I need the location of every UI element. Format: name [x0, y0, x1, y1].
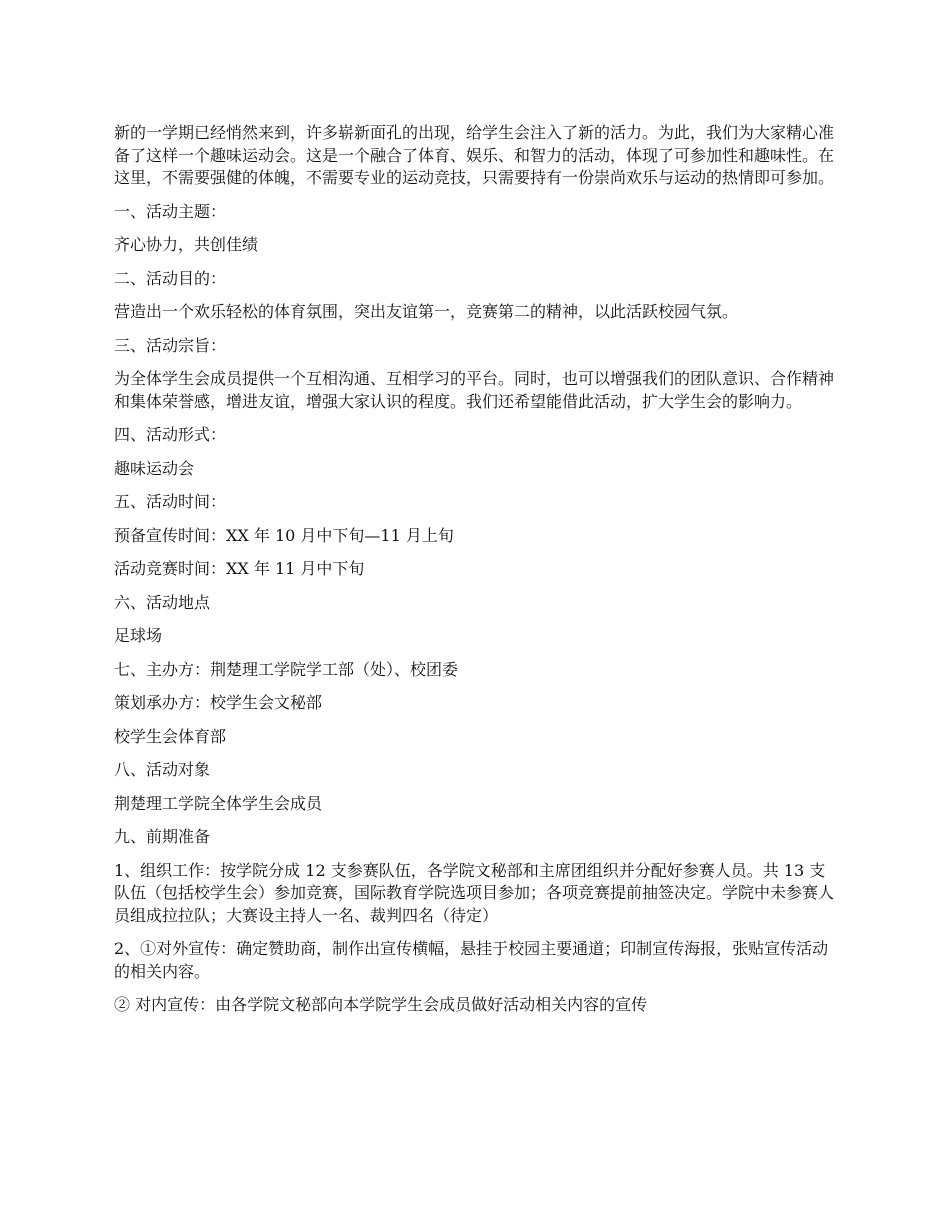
preparation-internal-publicity-text: ② 对内宣传：由各学院文秘部向本学院学生会成员做好活动相关内容的宣传: [114, 995, 648, 1014]
section-heading-purpose: 二、活动目的：: [114, 268, 227, 288]
section-heading-tenet: 三、活动宗旨：: [114, 335, 227, 355]
publicity-time-text: 预备宣传时间：XX 年 10 月中下旬—11 月上旬: [114, 525, 454, 545]
planner-text: 策划承办方：校学生会文秘部: [114, 693, 323, 712]
document-page: [114, 122, 839, 1028]
sports-dept-text: 校学生会体育部: [114, 726, 227, 746]
section-heading-preparation: 九、前期准备: [114, 827, 211, 846]
section-heading-format: 四、活动形式：: [114, 425, 227, 444]
organizer-text: 七、主办方：荆楚理工学院学工部（处）、校团委: [114, 659, 459, 679]
participants-text: 荆楚理工学院全体学生会成员: [114, 793, 323, 813]
theme-text: 齐心协力，共创佳绩: [114, 235, 259, 254]
competition-time-text: 活动竞赛时间：XX 年 11 月中下旬: [114, 559, 365, 578]
format-text: 趣味运动会: [114, 458, 195, 478]
purpose-text: 营造出一个欢乐轻松的体育氛围，突出友谊第一，竞赛第二的精神，以此活跃校园气氛。: [114, 302, 739, 321]
preparation-external-publicity-text: 2、①对外宣传：确定赞助商，制作出宣传横幅，悬挂于校园主要通道；印制宣传海报，张贴宣传活动的相关内容。: [114, 939, 829, 981]
section-heading-theme: 一、活动主题：: [114, 201, 227, 221]
preparation-organization-text: 1、组织工作：按学院分成 12 支参赛队伍，各学院文秘部和主席团组织并分配好参赛人员。共 13 支队伍（包括校学生会）参加竞赛，国际教育学院选项目参加；各项竞赛提前抽签决定。学院中未参赛人员组成拉拉队；大赛设主持人一名、裁判四名（待定）: [114, 860, 835, 925]
location-text: 足球场: [114, 626, 163, 645]
intro-paragraph: 新的一学期已经悄然来到，许多崭新面孔的出现，给学生会注入了新的活力。为此，我们为大家精心准备了这样一个趣味运动会。这是一个融合了体育、娱乐、和智力的活动，体现了可参加性和趣味性。在这里，不需要强健的体魄，不需要专业的运动竞技，只需要持有一份崇尚欢乐与运动的热情即可参加。: [114, 123, 835, 187]
section-heading-location: 六、活动地点: [114, 592, 211, 612]
section-heading-time: 五、活动时间：: [114, 492, 227, 511]
tenet-text: 为全体学生会成员提供一个互相沟通、互相学习的平台。同时，也可以增强我们的团队意识、合作精神和集体荣誉感，增进友谊，增强大家认识的程度。我们还希望能借此活动，扩大学生会的影响力。: [114, 369, 835, 411]
section-heading-participants: 八、活动对象: [114, 760, 211, 779]
